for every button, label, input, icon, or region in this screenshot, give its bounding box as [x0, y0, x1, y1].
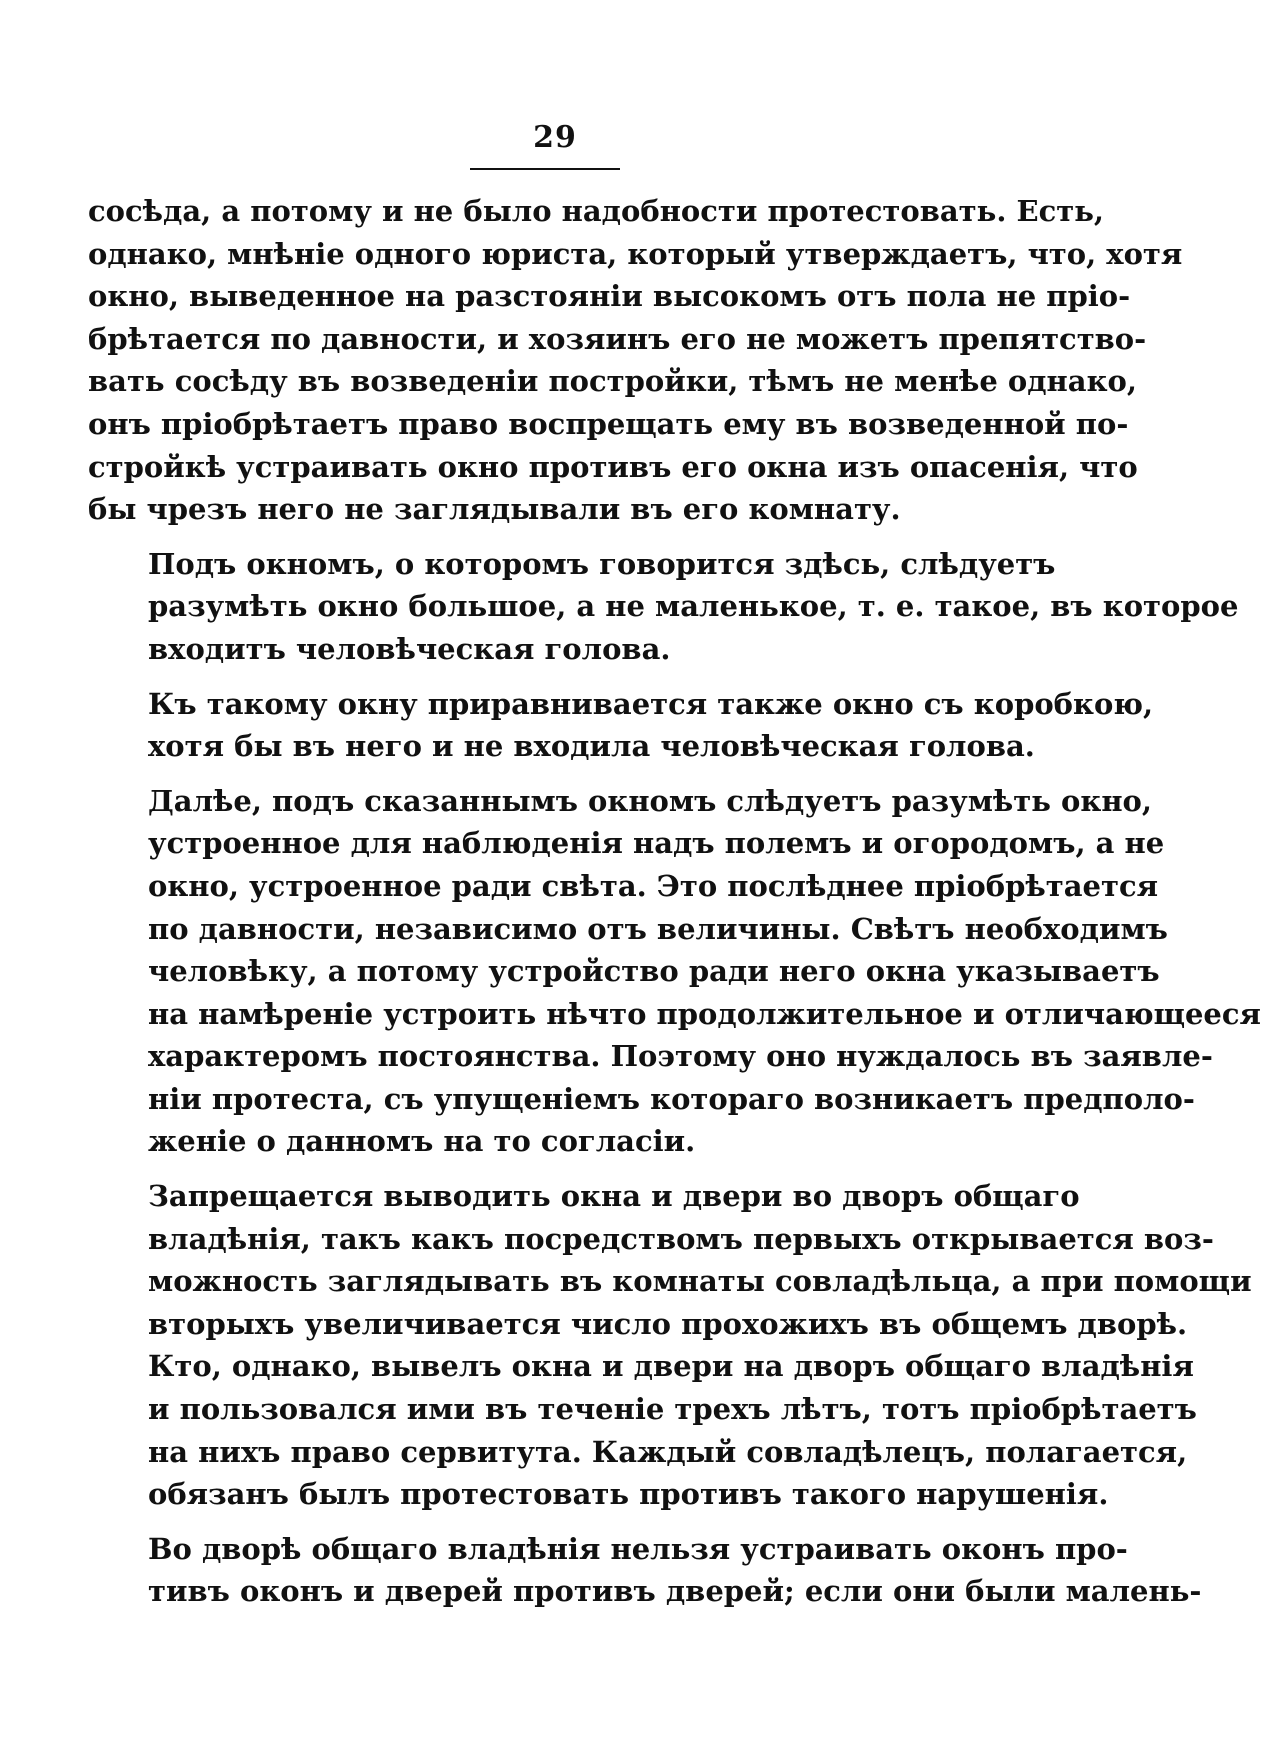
- text-line: и пользовался ими въ теченіе трехъ лѣтъ, тотъ пріобрѣтаетъ: [148, 1392, 1197, 1427]
- text-line: Къ такому окну приравнивается также окно съ коробкою,: [148, 686, 1154, 721]
- text-line: вать сосѣду въ возведеніи постройки, тѣмъ не менѣе однако,: [88, 364, 1137, 399]
- paragraph: [88, 190, 1183, 531]
- paragraph: [88, 1528, 1202, 1613]
- text-line: обязанъ былъ протестовать противъ такого нарушенія.: [148, 1477, 1109, 1512]
- text-line: входитъ человѣческая голова.: [148, 631, 671, 666]
- paragraph: [88, 543, 1239, 671]
- text-line: однако, мнѣніе одного юриста, который утверждаетъ, что, хотя: [88, 236, 1183, 271]
- text-line: тивъ оконъ и дверей противъ дверей; если они были малень-: [148, 1574, 1202, 1609]
- page-number-rule: [470, 168, 620, 170]
- paragraph: [88, 1175, 1252, 1516]
- text-line: по давности, независимо отъ величины. Свѣтъ необходимъ: [148, 911, 1168, 946]
- paragraph: [88, 683, 1154, 768]
- page-number: 29: [533, 120, 577, 155]
- paragraph: [88, 780, 1261, 1163]
- text-line: Кто, однако, вывелъ окна и двери на дворъ общаго владѣнія: [148, 1349, 1194, 1384]
- text-line: характеромъ постоянства. Поэтому оно нуждалось въ заявле-: [148, 1039, 1213, 1074]
- text-line: окно, выведенное на разстояніи высокомъ отъ пола не пріо-: [88, 279, 1131, 314]
- text-line: Запрещается выводить окна и двери во дворъ общаго: [148, 1179, 1080, 1214]
- text-line: разумѣть окно большое, а не маленькое, т. е. такое, въ которое: [148, 589, 1239, 624]
- text-line: Подъ окномъ, о которомъ говорится здѣсь, слѣдуетъ: [148, 546, 1056, 581]
- text-line: на намѣреніе устроить нѣчто продолжительное и отличающееся: [148, 996, 1261, 1031]
- text-line: Во дворѣ общаго владѣнія нельзя устраивать оконъ про-: [148, 1531, 1128, 1566]
- text-line: окно, устроенное ради свѣта. Это послѣднее пріобрѣтается: [148, 868, 1159, 903]
- text-line: вторыхъ увеличивается число прохожихъ въ общемъ дворѣ.: [148, 1306, 1188, 1341]
- text-line: бы чрезъ него не заглядывали въ его комнату.: [88, 492, 901, 527]
- text-line: сосѣда, а потому и не было надобности протестовать. Есть,: [88, 194, 1105, 228]
- text-line: Далѣе, подъ сказаннымъ окномъ слѣдуетъ разумѣть окно,: [148, 783, 1152, 818]
- text-line: можность заглядывать въ комнаты совладѣльца, а при помощи: [148, 1264, 1252, 1299]
- body-text: [88, 190, 1261, 1625]
- text-line: стройкѣ устраивать окно противъ его окна изъ опасенія, что: [88, 449, 1138, 484]
- text-line: человѣку, а потому устройство ради него окна указываетъ: [148, 954, 1160, 989]
- text-line: устроенное для наблюденія надъ полемъ и огородомъ, а не: [148, 826, 1165, 861]
- text-line: брѣтается по давности, и хозяинъ его не можетъ препятство-: [88, 321, 1147, 356]
- text-line: владѣнія, такъ какъ посредствомъ первыхъ открывается воз-: [148, 1221, 1214, 1256]
- text-line: онъ пріобрѣтаетъ право воспрещать ему въ возведенной по-: [88, 406, 1129, 441]
- text-line: ніи протеста, съ упущеніемъ котораго возникаетъ предполо-: [148, 1081, 1195, 1116]
- text-line: женіе о данномъ на то согласіи.: [148, 1124, 696, 1159]
- text-line: на нихъ право сервитута. Каждый совладѣлецъ, полагается,: [148, 1434, 1188, 1469]
- text-line: хотя бы въ него и не входила человѣческая голова.: [148, 729, 1035, 764]
